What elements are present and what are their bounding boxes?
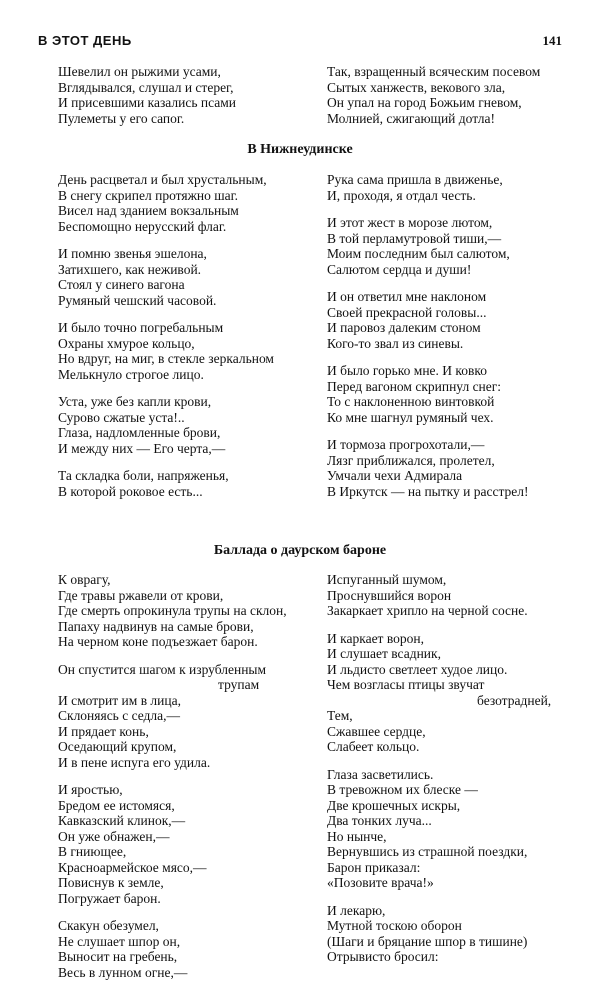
- verse-line: Умчали чехи Адмирала: [327, 468, 463, 483]
- verse-line: Весь в лунном огне,—: [58, 964, 188, 980]
- stanza: [58, 394, 313, 456]
- running-title: В ЭТОТ ДЕНЬ: [38, 33, 132, 48]
- stanza: [327, 289, 582, 351]
- verse-line: И прядает конь,: [58, 723, 149, 739]
- verse-line: Красноармейское мясо,—: [58, 859, 207, 875]
- page-number: 141: [542, 33, 562, 48]
- verse-line: Салютом сердца и души!: [327, 261, 472, 277]
- poem-title: Баллада о даурском бароне: [213, 543, 387, 558]
- verse-line: Мутной тоскою оборон: [327, 918, 462, 933]
- verse-line: Своей прекрасной головы...: [327, 304, 487, 320]
- stanza: [58, 468, 313, 499]
- stanza: [327, 215, 582, 277]
- verse-line: Уста, уже без капли крови,: [58, 394, 212, 409]
- verse-line: Кавказский клинок,—: [58, 813, 186, 828]
- poem2-left-column: [58, 572, 313, 992]
- top-left-column: [58, 64, 313, 138]
- verse-line: Он уже обнажен,—: [58, 828, 170, 844]
- verse-line: Мелькнуло строгое лицо.: [58, 366, 204, 382]
- stanza: [327, 437, 582, 499]
- verse-line: И тормоза прогрохотали,—: [327, 437, 485, 452]
- stanza: [327, 64, 582, 126]
- verse-line: Две крошечных искры,: [327, 797, 461, 813]
- verse-line: Глаза засветились.: [327, 766, 434, 782]
- verse-line: И было точно погребальным: [58, 320, 224, 335]
- verse-line: Выносит на гребень,: [58, 949, 178, 964]
- verse-line-continuation: трупам: [218, 677, 260, 692]
- verse-line: Закаркает хрипло на черной сосне.: [327, 603, 528, 618]
- verse-line: На черном коне подъезжает барон.: [58, 634, 258, 649]
- verse-line: И он ответил мне наклоном: [327, 289, 487, 304]
- verse-line: Два тонких луча...: [327, 813, 432, 828]
- verse-line: Где травы ржавели от крови,: [58, 587, 224, 603]
- verse-line: Глаза, надломленные брови,: [58, 425, 221, 440]
- verse-line-continuation: безотрадней,: [477, 692, 552, 708]
- verse-line: Чем возгласы птицы звучат: [327, 677, 485, 692]
- verse-line: Испуганный шумом,: [327, 572, 447, 587]
- verse-line: Оседающий крупом,: [58, 739, 177, 754]
- verse-line: И лекарю,: [327, 902, 386, 918]
- verse-line: И между них — Его черта,—: [58, 440, 226, 456]
- verse-line: Склоняясь с седла,—: [58, 708, 181, 723]
- verse-line: Барон приказал:: [327, 859, 421, 875]
- verse-line: Перед вагоном скрипнул снег:: [327, 378, 502, 394]
- verse-line: Сытых ханжеств, векового зла,: [327, 79, 506, 95]
- verse-line: И паровоз далеким стоном: [327, 320, 481, 335]
- verse-line: И было горько мне. И ковко: [327, 363, 488, 378]
- verse-line: Рука сама пришла в движенье,: [327, 172, 503, 187]
- verse-line: В той перламутровой тиши,—: [327, 230, 502, 246]
- verse-line: И присевшими казались псами: [58, 95, 237, 110]
- stanza: [327, 631, 582, 709]
- verse-line: Румяный чешский часовой.: [58, 292, 217, 308]
- top-right-column: [327, 64, 582, 138]
- verse-line: Но вдруг, на миг, в стекле зеркальном: [58, 351, 274, 366]
- verse-line: К оврагу,: [58, 572, 111, 587]
- verse-line: Вернувшись из страшной поездки,: [327, 844, 528, 859]
- poem1-left-column: [58, 172, 313, 511]
- stanza: [327, 767, 582, 891]
- verse-line: В которой роковое есть...: [58, 483, 203, 499]
- verse-line: Проснувшийся ворон: [327, 587, 452, 603]
- stanza: [327, 708, 582, 755]
- stanza: [327, 572, 582, 619]
- stanza: [327, 172, 582, 203]
- verse-line: Слабеет кольцо.: [327, 739, 420, 754]
- verse-line: Охраны хмурое кольцо,: [58, 335, 195, 351]
- stanza: [327, 903, 582, 965]
- verse-line: Скакун обезумел,: [58, 918, 159, 933]
- verse-line: И льдисто светлеет худое лицо.: [327, 661, 508, 677]
- verse-line: «Позовите врача!»: [327, 875, 434, 890]
- verse-line: Кого-то звал из синевы.: [327, 335, 464, 351]
- verse-line: Пулеметы у его сапог.: [58, 110, 185, 126]
- verse-line: И в пене испуга его удила.: [58, 754, 211, 770]
- verse-line: В Иркутск — на пытку и расстрел!: [327, 483, 529, 499]
- verse-line: Так, взращенный всяческим посевом: [327, 64, 541, 79]
- verse-line: Шевелил он рыжими усами,: [58, 64, 221, 79]
- stanza: [58, 572, 313, 650]
- verse-line: И смотрит им в лица,: [58, 692, 181, 708]
- verse-line: Сжавшее сердце,: [327, 723, 426, 739]
- verse-line: Бредом ее истомяся,: [58, 797, 175, 813]
- verse-line: Лязг приближался, пролетел,: [327, 452, 495, 468]
- verse-line: Но нынче,: [327, 828, 387, 844]
- verse-line: Повиснув к земле,: [58, 875, 164, 890]
- verse-line: Та складка боли, напряженья,: [58, 468, 229, 483]
- verse-line: Отрывисто бросил:: [327, 949, 439, 964]
- verse-line: Висел над зданием вокзальным: [58, 203, 239, 218]
- verse-line: Моим последним был салютом,: [327, 246, 510, 261]
- verse-line: Где смерть опрокинула трупы на склон,: [58, 603, 287, 618]
- poem1-right-column: [327, 172, 582, 511]
- verse-line: То с наклоненною винтовкой: [327, 394, 495, 409]
- verse-line: Папаху надвинув на самые брови,: [58, 618, 254, 634]
- verse-line: (Шаги и бряцание шпор в тишине): [327, 933, 528, 949]
- verse-line: Ко мне шагнул румяный чех.: [327, 409, 494, 425]
- verse-line: Не слушает шпор он,: [58, 933, 181, 949]
- stanza: [58, 172, 313, 234]
- verse-line: И этот жест в морозе лютом,: [327, 215, 493, 230]
- verse-line: День расцветал и был хрустальным,: [58, 172, 267, 187]
- verse-line: В тревожном их блеске —: [327, 782, 478, 797]
- stanza: [58, 662, 313, 693]
- page-header: [38, 33, 562, 51]
- stanza: [58, 64, 313, 126]
- verse-line: И слушает всадник,: [327, 646, 441, 661]
- verse-line: Погружает барон.: [58, 890, 161, 906]
- poem2-right-column: [327, 572, 582, 977]
- verse-line: Затихшего, как неживой.: [58, 261, 202, 277]
- stanza: [327, 363, 582, 425]
- stanza: [58, 320, 313, 382]
- stanza: [58, 782, 313, 906]
- verse-line: Вглядывался, слушал и стерег,: [58, 79, 234, 95]
- verse-line: Тем,: [327, 708, 353, 723]
- verse-line: Сурово сжатые уста!..: [58, 409, 185, 425]
- verse-line: В гниющее,: [58, 844, 127, 859]
- verse-line: И каркает ворон,: [327, 630, 424, 646]
- verse-line: Он упал на город Божьим гневом,: [327, 95, 522, 110]
- verse-line: В снегу скрипел протяжно шаг.: [58, 187, 239, 203]
- stanza: [58, 693, 313, 771]
- poem-title: В Нижнеудинске: [247, 142, 353, 157]
- stanza: [58, 918, 313, 980]
- verse-line: Он спустится шагом к изрубленным: [58, 661, 267, 677]
- verse-line: Молнией, сжигающий дотла!: [327, 110, 495, 126]
- stanza: [58, 246, 313, 308]
- verse-line: Беспомощно нерусский флаг.: [58, 218, 227, 234]
- verse-line: И помню звенья эшелона,: [58, 246, 207, 261]
- verse-line: И, проходя, я отдал честь.: [327, 187, 476, 203]
- verse-line: Стоял у синего вагона: [58, 277, 185, 292]
- verse-line: И яростью,: [58, 782, 123, 797]
